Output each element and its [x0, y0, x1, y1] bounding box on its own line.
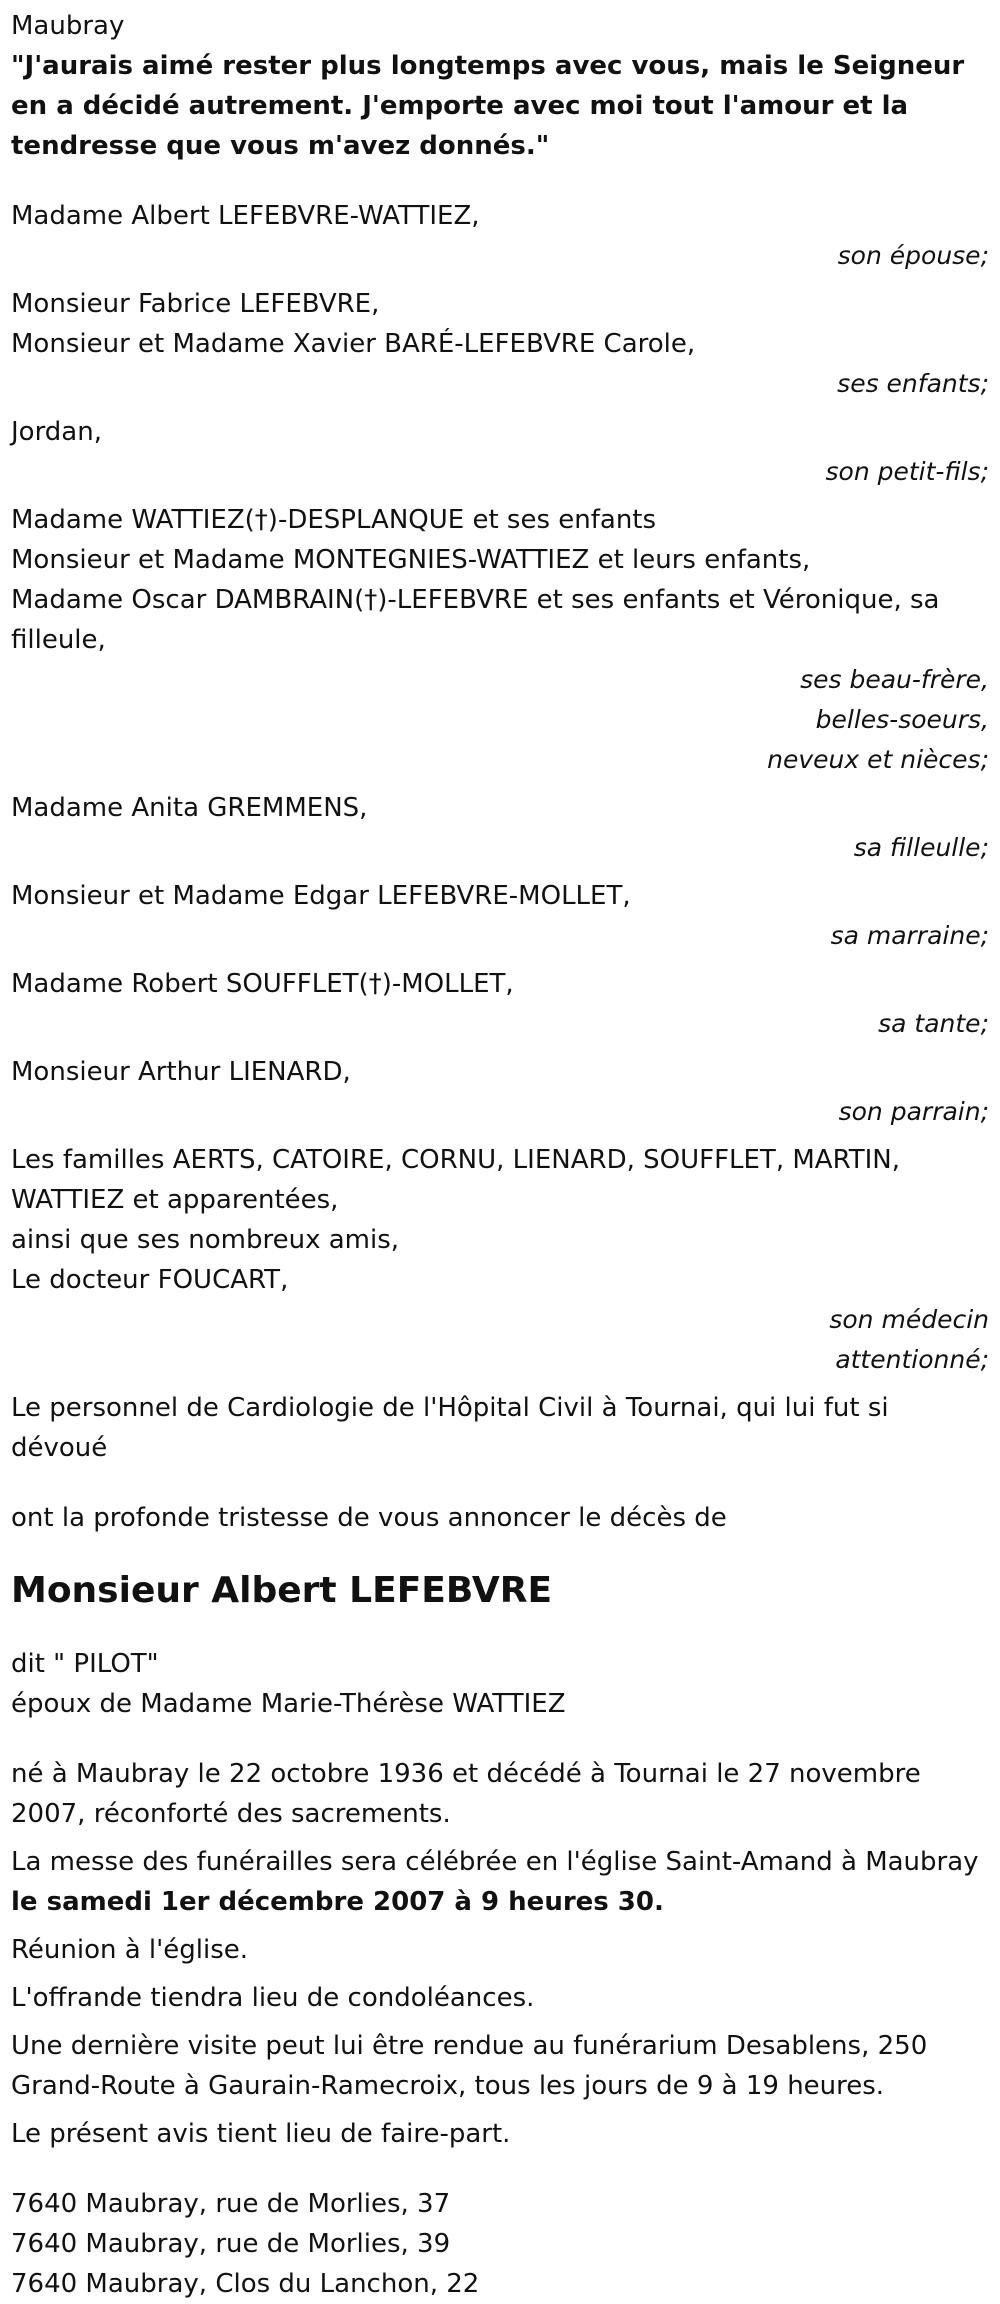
family-relation: attentionné; [835, 1345, 989, 1374]
family-relation: ses beau-frère, [800, 665, 989, 694]
address-line: 7640 Maubray, Clos du Lanchon, 22 [11, 2269, 480, 2299]
family-name: Madame Oscar DAMBRAIN(†)-LEFEBVRE et ses enfants et Véronique, sa filleule, [11, 585, 940, 655]
address-line: 7640 Maubray, rue de Morlies, 39 [11, 2229, 451, 2259]
family-entry [11, 284, 989, 412]
family-entry [11, 964, 989, 1052]
address-line: 7640 Maubray, rue de Morlies, 37 [11, 2189, 451, 2219]
family-entry [11, 1140, 989, 1388]
family-name: ainsi que ses nombreux amis, [11, 1225, 400, 1255]
spouse: époux de Madame Marie-Thérèse WATTIEZ [11, 1689, 566, 1719]
family-relation: son parrain; [838, 1097, 989, 1126]
family-entry [11, 876, 989, 964]
family-list [11, 196, 989, 1388]
deceased-name: Monsieur Albert LEFEBVRE [11, 1570, 553, 1611]
family-relation: belles-soeurs, [815, 705, 989, 734]
mass-time: le samedi 1er décembre 2007 à 9 heures 30. [11, 1887, 664, 1917]
announcement: ont la profonde tristesse de vous annoncer le décès de [11, 1503, 727, 1533]
family-relation: sa tante; [878, 1009, 989, 1038]
family-name: Monsieur et Madame Xavier BARÉ-LEFEBVRE Carole, [11, 329, 696, 359]
family-name: Madame WATTIEZ(†)-DESPLANQUE et ses enfants [11, 505, 657, 535]
family-relation: son petit-fils; [825, 457, 989, 486]
notice: Le présent avis tient lieu de faire-part. [11, 2119, 511, 2149]
mass-text: La messe des funérailles sera célébrée en l'église Saint-Amand à Maubray [11, 1847, 979, 1877]
family-relation: son médecin [829, 1305, 989, 1334]
family-name: Monsieur et Madame MONTEGNIES-WATTIEZ et leurs enfants, [11, 545, 811, 575]
family-name: Les familles AERTS, CATOIRE, CORNU, LIENARD, SOUFFLET, MARTIN, WATTIEZ et apparentées, [11, 1145, 901, 1215]
family-relation: sa marraine; [830, 921, 989, 950]
obituary-content [11, 6, 989, 2304]
quote: "J'aurais aimé rester plus longtemps avec vous, mais le Seigneur en a décidé autrement. J'emporte avec moi tout l'amour et la tendresse que vous m'avez donnés." [11, 51, 965, 161]
family-name: Madame Robert SOUFFLET(†)-MOLLET, [11, 969, 514, 999]
family-name: Madame Anita GREMMENS, [11, 793, 368, 823]
staff-line: Le personnel de Cardiologie de l'Hôpital Civil à Tournai, qui lui fut si dévoué [11, 1393, 889, 1463]
offering: L'offrande tiendra lieu de condoléances. [11, 1983, 535, 2013]
family-relation: son épouse; [837, 241, 989, 270]
meeting: Réunion à l'église. [11, 1935, 249, 1965]
family-relation: ses enfants; [837, 369, 989, 398]
place-name: Maubray [11, 11, 125, 41]
visit-info: Une dernière visite peut lui être rendue au funérarium Desablens, 250 Grand-Route à Gaurain-Ramecroix, tous les jours de 9 à 19 heures. [11, 2031, 928, 2101]
family-name: Le docteur FOUCART, [11, 1265, 289, 1295]
mass-info [11, 1842, 989, 1922]
family-entry [11, 500, 989, 788]
family-entry [11, 412, 989, 500]
family-name: Monsieur Arthur LIENARD, [11, 1057, 351, 1087]
family-name: Jordan, [11, 417, 102, 447]
family-relation: sa filleulle; [853, 833, 989, 862]
family-name: Monsieur Fabrice LEFEBVRE, [11, 289, 380, 319]
family-relation: neveux et nièces; [767, 745, 989, 774]
family-entry [11, 1052, 989, 1140]
birth-death: né à Maubray le 22 octobre 1936 et décédé à Tournai le 27 novembre 2007, réconforté des sacrements. [11, 1759, 921, 1829]
family-name: Monsieur et Madame Edgar LEFEBVRE-MOLLET, [11, 881, 631, 911]
family-entry [11, 788, 989, 876]
nickname: dit " PILOT" [11, 1649, 159, 1679]
family-name: Madame Albert LEFEBVRE-WATTIEZ, [11, 201, 480, 231]
family-entry [11, 196, 989, 284]
